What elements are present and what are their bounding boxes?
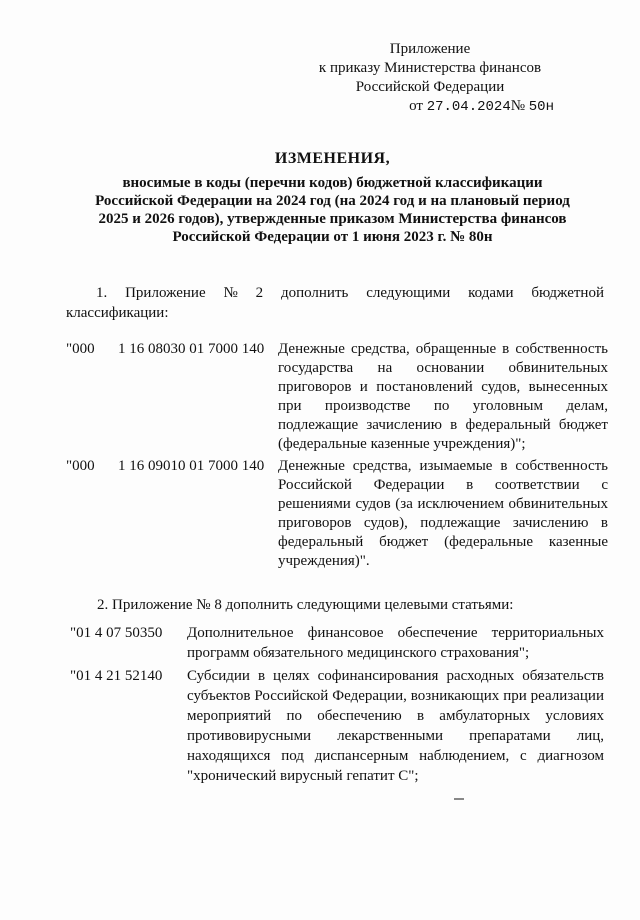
title-line-3: 2025 и 2026 годов), утвержденные приказом Министерства финансов	[98, 211, 567, 227]
appendix-label: Приложение	[389, 41, 471, 57]
intro-word: 2	[255, 285, 264, 301]
target-article-list	[70, 623, 604, 789]
target-article-row	[70, 623, 604, 663]
section-1-first-line	[66, 283, 604, 303]
admin-code: "000	[66, 458, 95, 474]
appendix-header	[280, 40, 580, 117]
target-article-row	[70, 666, 604, 786]
budget-code-description: Денежные средства, изымаемые в собственность Российской Федерации в соответствии с решениями судов (за исключением обвинительных приговоров судов), подлежащие зачислению в федеральный бюджет (федеральные казенные учреждения)".	[278, 458, 608, 569]
budget-code: 1 16 08030 01 7000 140	[118, 341, 265, 357]
intro-word: кодами	[468, 285, 514, 301]
budget-code-list	[66, 340, 608, 574]
budget-code-description: Денежные средства, обращенные в собственность государства на основании обвинительных приговоров и постановлений судов, вынесенных при производстве по уголовным делам, подлежащие зачислению в федеральный бюджет (федеральные казенные учреждения)";	[278, 341, 608, 452]
intro-word: следующими	[366, 285, 451, 301]
order-number: 50н	[528, 99, 554, 115]
ministry-country: Российской Федерации	[355, 79, 505, 95]
intro-word: Приложение	[125, 285, 206, 301]
budget-code: 1 16 09010 01 7000 140	[118, 458, 265, 474]
section-1-number: 1.	[96, 285, 108, 301]
target-article-code: "01 4 07 50350	[70, 625, 163, 641]
budget-code-row	[66, 457, 608, 571]
date-prefix: от	[409, 98, 423, 114]
intro-word: №	[223, 285, 238, 301]
number-sign: №	[510, 98, 526, 114]
scan-artifact	[454, 798, 464, 800]
document-title	[60, 150, 605, 246]
order-reference: к приказу Министерства финансов	[318, 60, 542, 76]
title-main: ИЗМЕНЕНИЯ,	[274, 150, 391, 167]
intro-word: бюджетной	[531, 285, 604, 301]
target-article-code: "01 4 21 52140	[70, 668, 163, 684]
title-line-1: вносимые в коды (перечни кодов) бюджетной классификации	[122, 175, 543, 191]
title-line-4: Российской Федерации от 1 июня 2023 г. № 80н	[172, 229, 493, 245]
title-line-2: Российской Федерации на 2024 год (на 2024 год и на плановый период	[95, 193, 570, 209]
budget-code-row	[66, 340, 608, 454]
target-article-description: Субсидии в целях софинансирования расходных обязательств субъектов Российской Федерации, возникающих при реализации мероприятий по обеспечению в амбулаторных условиях противовирусными лекарственными препаратами лиц, находящихся под диспансерным наблюдением, с диагнозом "хронический вирусный гепатит С";	[187, 668, 604, 784]
order-date-line	[280, 97, 580, 117]
intro-word: дополнить	[280, 285, 349, 301]
section-1-intro	[66, 283, 604, 323]
admin-code: "000	[66, 341, 95, 357]
target-article-description: Дополнительное финансовое обеспечение территориальных программ обязательного медицинского страхования";	[187, 625, 604, 661]
section-2-title: 2. Приложение № 8 дополнить следующими целевыми статьями:	[97, 597, 514, 613]
order-date: 27.04.2024	[426, 99, 511, 115]
section-1-second-line: классификации:	[66, 305, 169, 321]
